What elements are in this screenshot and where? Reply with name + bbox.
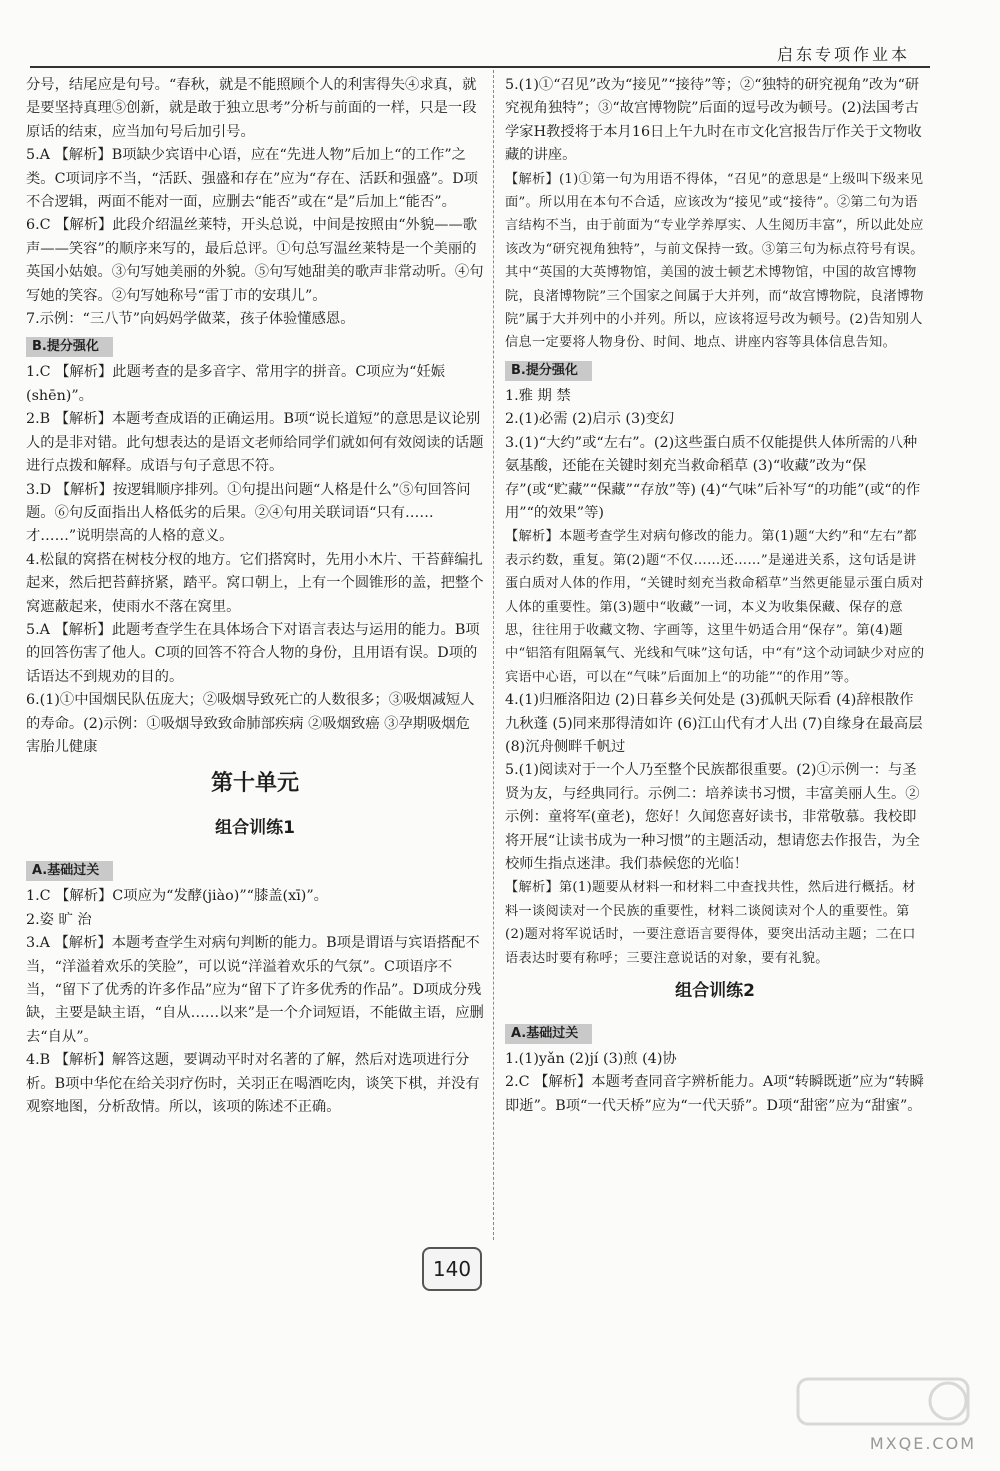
explanation-paragraph: 【解析】(1)①第一句为用语不得体，“召见”的意思是“上级叫下级来见面”。所以用在本句不合适，应该改为“接见”或“接待”。②第二句为语言结构不当，由于前面为“专业学养厚实、人生阅历丰富”，所以此处应该改为“研究视角独特”，与前文保持一致。③第三句为标点符号有误。其中“英国的大英博物馆，美国的波士顿艺术博物馆，中国的故宫博物院，良渚博物院”三个国家之间属于大并列，而“故宫博物院，良渚博物院”属于大并列中的小并列。所以，应该将逗号改为顿号。(2)告知别人信息一定要将人物身份、时间、地点、讲座内容等具体信息告知。 — [505, 171, 924, 351]
column-divider — [493, 70, 494, 1240]
answer-item: 4.B 【解析】解答这题，要调动平时对名著的了解，然后对选项进行分析。B项中华佗在给关羽疗伤时，关羽正在喝酒吃肉，谈笑下棋，并没有观察地图，分析敌情。所以，该项的陈述不正确。 — [26, 1052, 480, 1116]
right-top-paras — [505, 74, 925, 355]
header-rule — [30, 66, 930, 68]
answer-item: 2.C 【解析】本题考查同音字辨析能力。A项“转瞬既逝”应为“转瞬即逝”。B项“一代天桥”应为“一代天骄”。D项“甜密”应为“甜蜜”。 — [505, 1074, 924, 1114]
answer-paragraph: 5.A 【解析】B项缺少宾语中心语，应在“先进人物”后加上“的工作”之类。C项词序不当，“活跃、强盛和存在”应为“存在、活跃和强盛”。D项不合逻辑，两面不能对一面，应删去“能否”或在“是”后加上“能否”。 — [26, 147, 478, 211]
answer-paragraph: 5.(1)①“召见”改为“接见”“接待”等；②“独特的研究视角”改为“研究视角独特”；③“故宫博物院”后面的逗号改为顿号。(2)法国考古学家H教授将于本月16日上午九时在市文化宫报告厅作关于文物收藏的讲座。 — [505, 77, 922, 164]
answer-item: 6.(1)①中国烟民队伍庞大；②吸烟导致死亡的人数很多；③吸烟减短人的寿命。(2)示例：①吸烟导致致命肺部疾病 ②吸烟致癌 ③孕期吸烟危害胎儿健康 — [26, 692, 475, 755]
answer-item: 1.C 【解析】C项应为“发酵(jiào)”“膝盖(xī)”。 — [26, 888, 328, 905]
answer-paragraph: 分号，结尾应是句号。“春秋，就是不能照顾个人的利害得失④求真，就是要坚持真理⑤创新，就是敢于独立思考”分析与前面的一样，只是一段原话的结束，应当加句号后加引号。 — [26, 77, 477, 140]
training-title: 组合训练1 — [215, 818, 295, 839]
page-number-badge: 140 — [422, 1247, 482, 1291]
answer-item: 5.A 【解析】此题考查学生在具体场合下对语言表达与运用的能力。B项的回答伤害了他人。C项的回答不符合人物的身份，且用语有误。D项的话语达不到规劝的目的。 — [26, 621, 480, 685]
header-title: 启东专项作业本 — [776, 45, 910, 64]
answer-item: 3.(1)“大约”或“左右”。(2)这些蛋白质不仅能提供人体所需的八种氨基酸，还能在关键时刻充当救命稻草 (3)“收藏”改为“保存”(或“贮藏”“保藏”“存放”等) (4)“气味”后补写“的功能”(或“的作用”“的效果”等) — [505, 434, 921, 521]
left-column — [26, 74, 484, 1119]
section-label-a: A.基础过关 — [505, 1024, 592, 1044]
answer-item: 4.松鼠的窝搭在树枝分杈的地方。它们搭窝时，先用小木片、干苔藓编扎起来，然后把苔藓挤紧，踏平。窝口朝上，上有一个圆锥形的盖，把整个窝遮蔽起来，使雨水不落在窝里。 — [26, 551, 484, 615]
training-title: 组合训练2 — [675, 981, 755, 1002]
answer-paragraph: 6.C 【解析】此段介绍温丝莱特，开头总说，中间是按照由“外貌——歌声——笑容”的顺序来写的，最后总评。①句总写温丝莱特是一个美丽的英国小姑娘。③句写她美丽的外貌。⑤句写她甜美的歌声非常动听。④句写她的笑容。②句写她称号“雷丁市的安琪儿”。 — [26, 217, 484, 304]
answer-item: 3.A 【解析】本题考查学生对病句判断的能力。B项是谓语与宾语搭配不当，“洋溢着欢乐的笑脸”，可以说“洋溢着欢乐的气氛”。C项语序不当，“留下了优秀的许多作品”应为“留下了许多优秀的作品”。D项成分残缺，主要是缺主语，“自从……以来”是一个介词短语，不能做主语，应删去“自从”。 — [26, 935, 484, 1045]
section-label-b: B.提分强化 — [505, 361, 592, 381]
answer-item: 2.B 【解析】本题考查成语的正确运用。B项“说长道短”的意思是议论别人的是非对错。此句想表达的是语文老师给同学们就如何有效阅读的话题进行点拨和解释。成语与句子意思不符。 — [26, 411, 484, 475]
answer-item: 3.D 【解析】按逻辑顺序排列。①句提出问题“人格是什么”⑤句回答问题。⑥句反面指出人格低劣的后果。②④句用关联词语“只有……才……”说明崇高的人格的意义。 — [26, 481, 471, 545]
answer-item: 5.(1)阅读对于一个人乃至整个民族都很重要。(2)①示例一：与圣贤为友，与经典同行。示例二：培养读书习惯，丰富美丽人生。②示例：童将军(童老)，您好！久闻您喜好读书，非常敬慕。我校即将开展“让读书成为一种习惯”的主题活动，想请您去作报告，为全校师生指点迷津。我们恭候您的光临！ — [505, 762, 920, 872]
section-b-list — [505, 385, 925, 970]
section-label-b: B.提分强化 — [26, 337, 113, 357]
section-label-a: A.基础过关 — [26, 861, 113, 881]
section-a-list — [26, 885, 484, 1119]
answer-item: 2.(1)必需 (2)启示 (3)变幻 — [505, 411, 675, 428]
answer-item: 2.姿 旷 治 — [26, 911, 92, 928]
answer-item: 1.雅 期 禁 — [505, 387, 571, 404]
section-b-list — [26, 361, 484, 759]
section-a-list — [505, 1048, 925, 1118]
answer-paragraph: 7.示例：“三八节”向妈妈学做菜，孩子体验懂感恩。 — [26, 311, 355, 328]
explanation-paragraph: 【解析】第(1)题要从材料一和材料二中查找共性，然后进行概括。材料一谈阅读对一个民族的重要性，材料二谈阅读对个人的重要性。第(2)题对将军说话时，一要注意语言要得体，要突出活动主题；二在口语表达时要有称呼；三要注意说话的对象，要有礼貌。 — [505, 880, 916, 966]
answer-item: 1.C 【解析】此题考查的是多音字、常用字的拼音。C项应为“妊娠(shēn)”。 — [26, 364, 446, 404]
unit-title: 第十单元 — [210, 771, 299, 797]
watermark-url: MXQE.COM — [869, 1434, 976, 1453]
explanation-paragraph: 【解析】本题考查学生对病句修改的能力。第(1)题“大约”和“左右”都表示约数，重复。第(2)题“不仅……还……”是递进关系，这句话是讲蛋白质对人体的作用，“关键时刻充当救命稻草”当然更能显示蛋白质对人体的重要性。第(3)题中“收藏”一词，本义为收集保藏、保存的意思，往往用于收藏文物、字画等，这里牛奶适合用“保存”。第(4)题中“铝箔有阻隔氧气、光线和气味”这句话，中“有”这个动词缺少对应的宾语中心语，可以在“气味”后面加上“的功能”“的作用”等。 — [505, 529, 925, 685]
answer-item: 4.(1)归雁洛阳边 (2)日暮乡关何处是 (3)孤帆天际看 (4)辞根散作九秋蓬 (5)同来那得清如许 (6)江山代有才人出 (7)自缘身在最高层 (8)沉舟侧畔千帆过 — [505, 692, 923, 755]
left-top-paras — [26, 74, 484, 331]
answer-item: 1.(1)yǎn (2)jí (3)煎 (4)协 — [505, 1051, 677, 1068]
right-column — [505, 74, 925, 1118]
